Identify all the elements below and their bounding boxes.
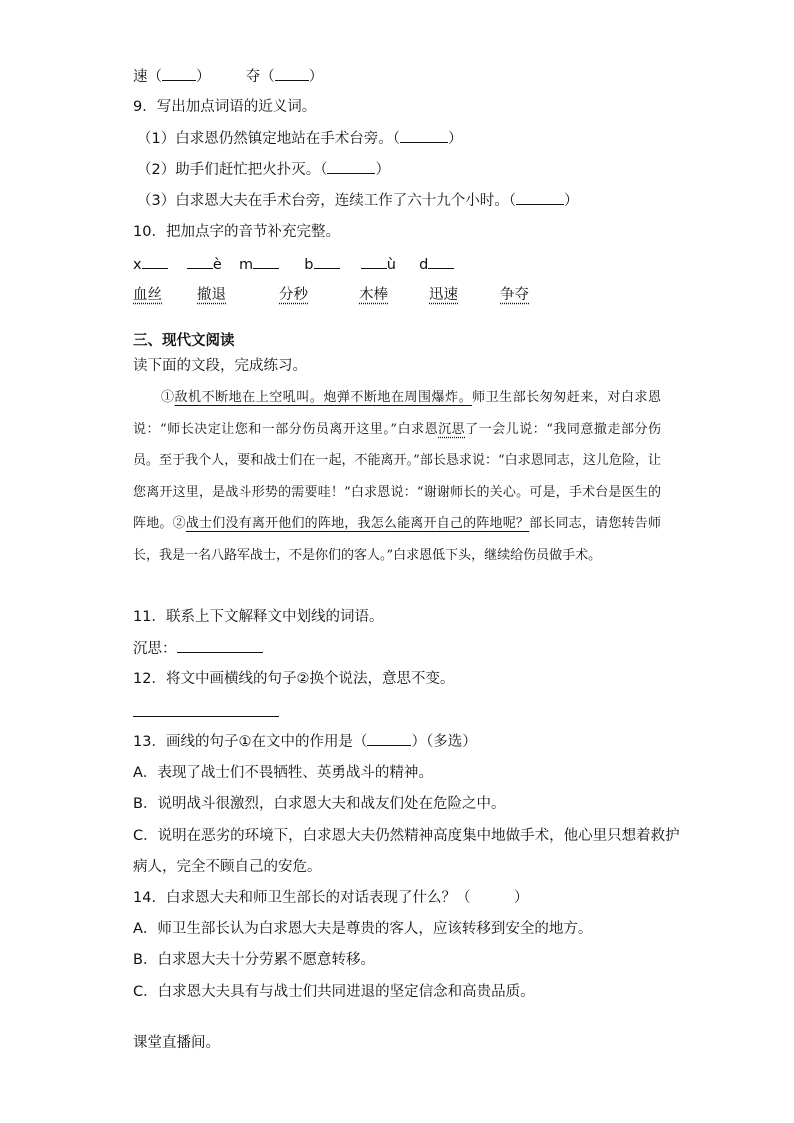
q13-option-c[interactable]: C．说明在恶劣的环境下，白求恩大夫仍然精神高度集中地做手术，他心里只想着救护 — [133, 828, 680, 844]
passage-text: 师卫生部长匆匆赶来，对白求恩说：“师长决定让您和一部分伤员离开这里。”白求恩 — [133, 390, 661, 437]
footer-text: 课堂直播间。 — [133, 1035, 220, 1051]
q13-title — [133, 731, 477, 752]
q10-words-row — [133, 285, 633, 305]
section-heading: 三、现代文阅读 — [133, 333, 235, 349]
underlined-sentence-2: 战士们没有离开他们的阵地，我怎么能离开自己的阵地呢？ — [185, 516, 530, 531]
q14-option-c[interactable]: C．白求恩大夫具有与战士们共同进退的坚定信念和高贵品质。 — [133, 984, 535, 1000]
q13-title-text: 13．画线的句子①在文中的作用是（ — [133, 734, 368, 750]
q9-item-3 — [137, 190, 578, 211]
word-item: 分秒 — [279, 287, 308, 303]
marker-1: ① — [161, 390, 175, 405]
q9-item-2 — [137, 159, 390, 180]
q9-item-text: （3）白求恩大夫在手术台旁，连续工作了六十九个小时。（ — [137, 193, 516, 209]
blank[interactable] — [187, 254, 213, 269]
word-item: 撤退 — [197, 287, 226, 303]
word-item: 迅速 — [429, 287, 458, 303]
q10-title: 10．把加点字的音节补充完整。 — [133, 224, 340, 240]
q10-pinyin-row — [133, 254, 454, 275]
paren-close: ） — [308, 69, 324, 85]
q11-title: 11．联系上下文解释文中划线的词语。 — [133, 609, 384, 625]
top-b-label: 夺（ — [245, 69, 275, 85]
word-item: 争夺 — [500, 287, 529, 303]
pinyin-hint: ù — [386, 257, 396, 273]
q11-answer — [133, 638, 263, 659]
reading-passage — [133, 382, 661, 571]
blank[interactable] — [327, 159, 375, 174]
section-instruction: 读下面的文段，完成练习。 — [133, 358, 307, 374]
pinyin-hint: d — [419, 257, 429, 273]
q13-title-close: ）（多选） — [411, 734, 477, 750]
q11-label: 沉思： — [133, 641, 177, 657]
blank[interactable] — [361, 254, 387, 269]
word-item: 木棒 — [359, 287, 388, 303]
pinyin-hint: b — [304, 257, 314, 273]
q9-item-text: （2）助手们赶忙把火扑灭。（ — [137, 162, 328, 178]
blank[interactable] — [516, 190, 564, 205]
q14-option-a[interactable]: A．师卫生部长认为白求恩大夫是尊贵的客人，应该转移到安全的地方。 — [133, 921, 593, 937]
paren-close: ） — [447, 131, 463, 147]
q12-title: 12．将文中画横线的句子②换个说法，意思不变。 — [133, 671, 455, 687]
answer-blank[interactable] — [177, 638, 263, 653]
q13-option-b[interactable]: B．说明战斗很激烈，白求恩大夫和战友们处在危险之中。 — [133, 796, 506, 812]
blank[interactable] — [142, 254, 168, 269]
blank[interactable] — [400, 128, 448, 143]
top-a-label: 速（ — [133, 69, 162, 85]
passage-text: 部长同志，请您转告师长，我是一名八路军战士，不是你们的客人。”白求恩低下头，继续给伤员做手术。 — [133, 516, 661, 563]
paren-close: ） — [563, 193, 579, 209]
passage-text: 了一会儿说：“我同意撤走部分伤员。至于我个人，要和战士们在一起，不能离开。”部长恳求说：“白求恩同志，这儿危险，让您离开这里，是战斗形势的需要哇！”白求恩说：“谢谢师长的关心。可是，手术台是医生的阵地。 — [133, 421, 661, 531]
underlined-word: 沉思 — [438, 421, 466, 437]
word-item: 血丝 — [133, 287, 162, 303]
q12-answer-line[interactable] — [133, 716, 279, 717]
q14-option-b[interactable]: B．白求恩大夫十分劳累不愿意转移。 — [133, 952, 375, 968]
pinyin-hint: è — [212, 257, 222, 273]
q14-title: 14．白求恩大夫和师卫生部长的对话表现了什么？（ ） — [133, 890, 529, 906]
q13-option-c-cont: 病人，完全不顾自己的安危。 — [133, 859, 322, 875]
pinyin-hint: m — [238, 257, 254, 273]
underlined-sentence-1: 敌机不断地在上空吼叫。炮弹不断地在周围爆炸。 — [174, 390, 473, 405]
q9-item-1 — [137, 128, 462, 149]
top-fill-line — [133, 66, 323, 87]
q9-title: 9．写出加点词语的近义词。 — [133, 99, 317, 115]
marker-2: ② — [172, 516, 186, 531]
paren-close: ） — [196, 69, 211, 85]
q13-option-a[interactable]: A．表现了战士们不畏牺牲、英勇战斗的精神。 — [133, 765, 433, 781]
q9-item-text: （1）白求恩仍然镇定地站在手术台旁。（ — [137, 131, 400, 147]
blank[interactable] — [275, 66, 309, 81]
paren-close: ） — [375, 162, 390, 178]
blank[interactable] — [162, 66, 196, 81]
pinyin-hint: x — [133, 257, 142, 273]
blank[interactable] — [367, 731, 411, 746]
blank[interactable] — [253, 254, 279, 269]
blank[interactable] — [314, 254, 340, 269]
blank[interactable] — [428, 254, 454, 269]
